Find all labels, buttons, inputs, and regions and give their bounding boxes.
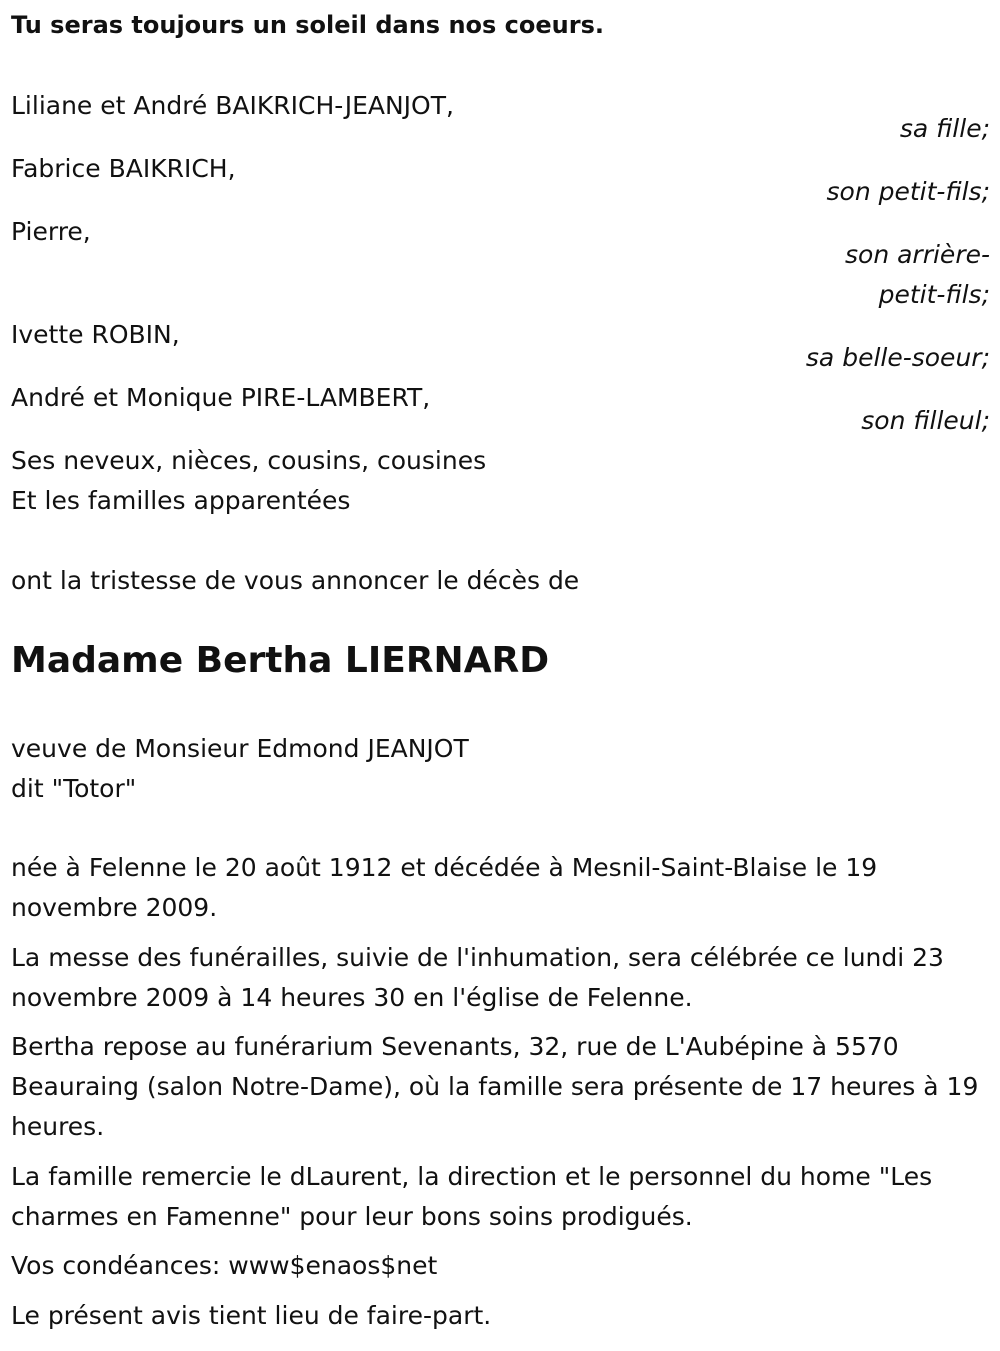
nickname-line: dit "Totor" — [11, 774, 137, 803]
relatives-line: Ses neveux, nièces, cousins, cousines — [11, 446, 487, 475]
condolences-line: Vos condéances: www$enaos$net — [11, 1251, 438, 1280]
epitaph: Tu seras toujours un soleil dans nos coeurs. — [11, 11, 604, 39]
family-member-relation: son filleul; — [861, 406, 990, 435]
family-member-name: Fabrice BAIKRICH, — [11, 154, 236, 183]
family-member-name: André et Monique PIRE-LAMBERT, — [11, 383, 431, 412]
relatives-line: Et les familles apparentées — [11, 486, 351, 515]
family-member-relation: son arrière- — [845, 240, 990, 269]
announcement-text: ont la tristesse de vous annoncer le décès de — [11, 566, 580, 595]
deceased-name: Madame Bertha LIERNARD — [11, 640, 550, 681]
family-member-name: Pierre, — [11, 217, 91, 246]
family-member-relation: petit-fils; — [878, 280, 990, 309]
birth-death-paragraph: née à Felenne le 20 août 1912 et décédée à Mesnil-Saint-Blaise le 19 novembre 2009. — [11, 853, 878, 922]
family-member-relation: sa belle-soeur; — [805, 343, 990, 372]
widow-line: veuve de Monsieur Edmond JEANJOT — [11, 734, 469, 763]
family-member-name: Ivette ROBIN, — [11, 320, 180, 349]
thanks-paragraph: La famille remercie le dLaurent, la direction et le personnel du home "Les charmes en Famenne" pour leur bons soins prodigués. — [11, 1162, 933, 1231]
family-member-name: Liliane et André BAIKRICH-JEANJOT, — [11, 91, 454, 120]
funerarium-paragraph: Bertha repose au funérarium Sevenants, 32, rue de L'Aubépine à 5570 Beauraing (salon Notre-Dame), où la famille sera présente de 17 heures à 19 heures. — [11, 1032, 979, 1141]
family-member-relation: son petit-fils; — [826, 177, 990, 206]
family-member-relation: sa fille; — [899, 114, 990, 143]
notice-line: Le présent avis tient lieu de faire-part. — [11, 1301, 492, 1330]
funeral-paragraph: La messe des funérailles, suivie de l'inhumation, sera célébrée ce lundi 23 novembre 2009 à 14 heures 30 en l'église de Felenne. — [11, 943, 944, 1012]
